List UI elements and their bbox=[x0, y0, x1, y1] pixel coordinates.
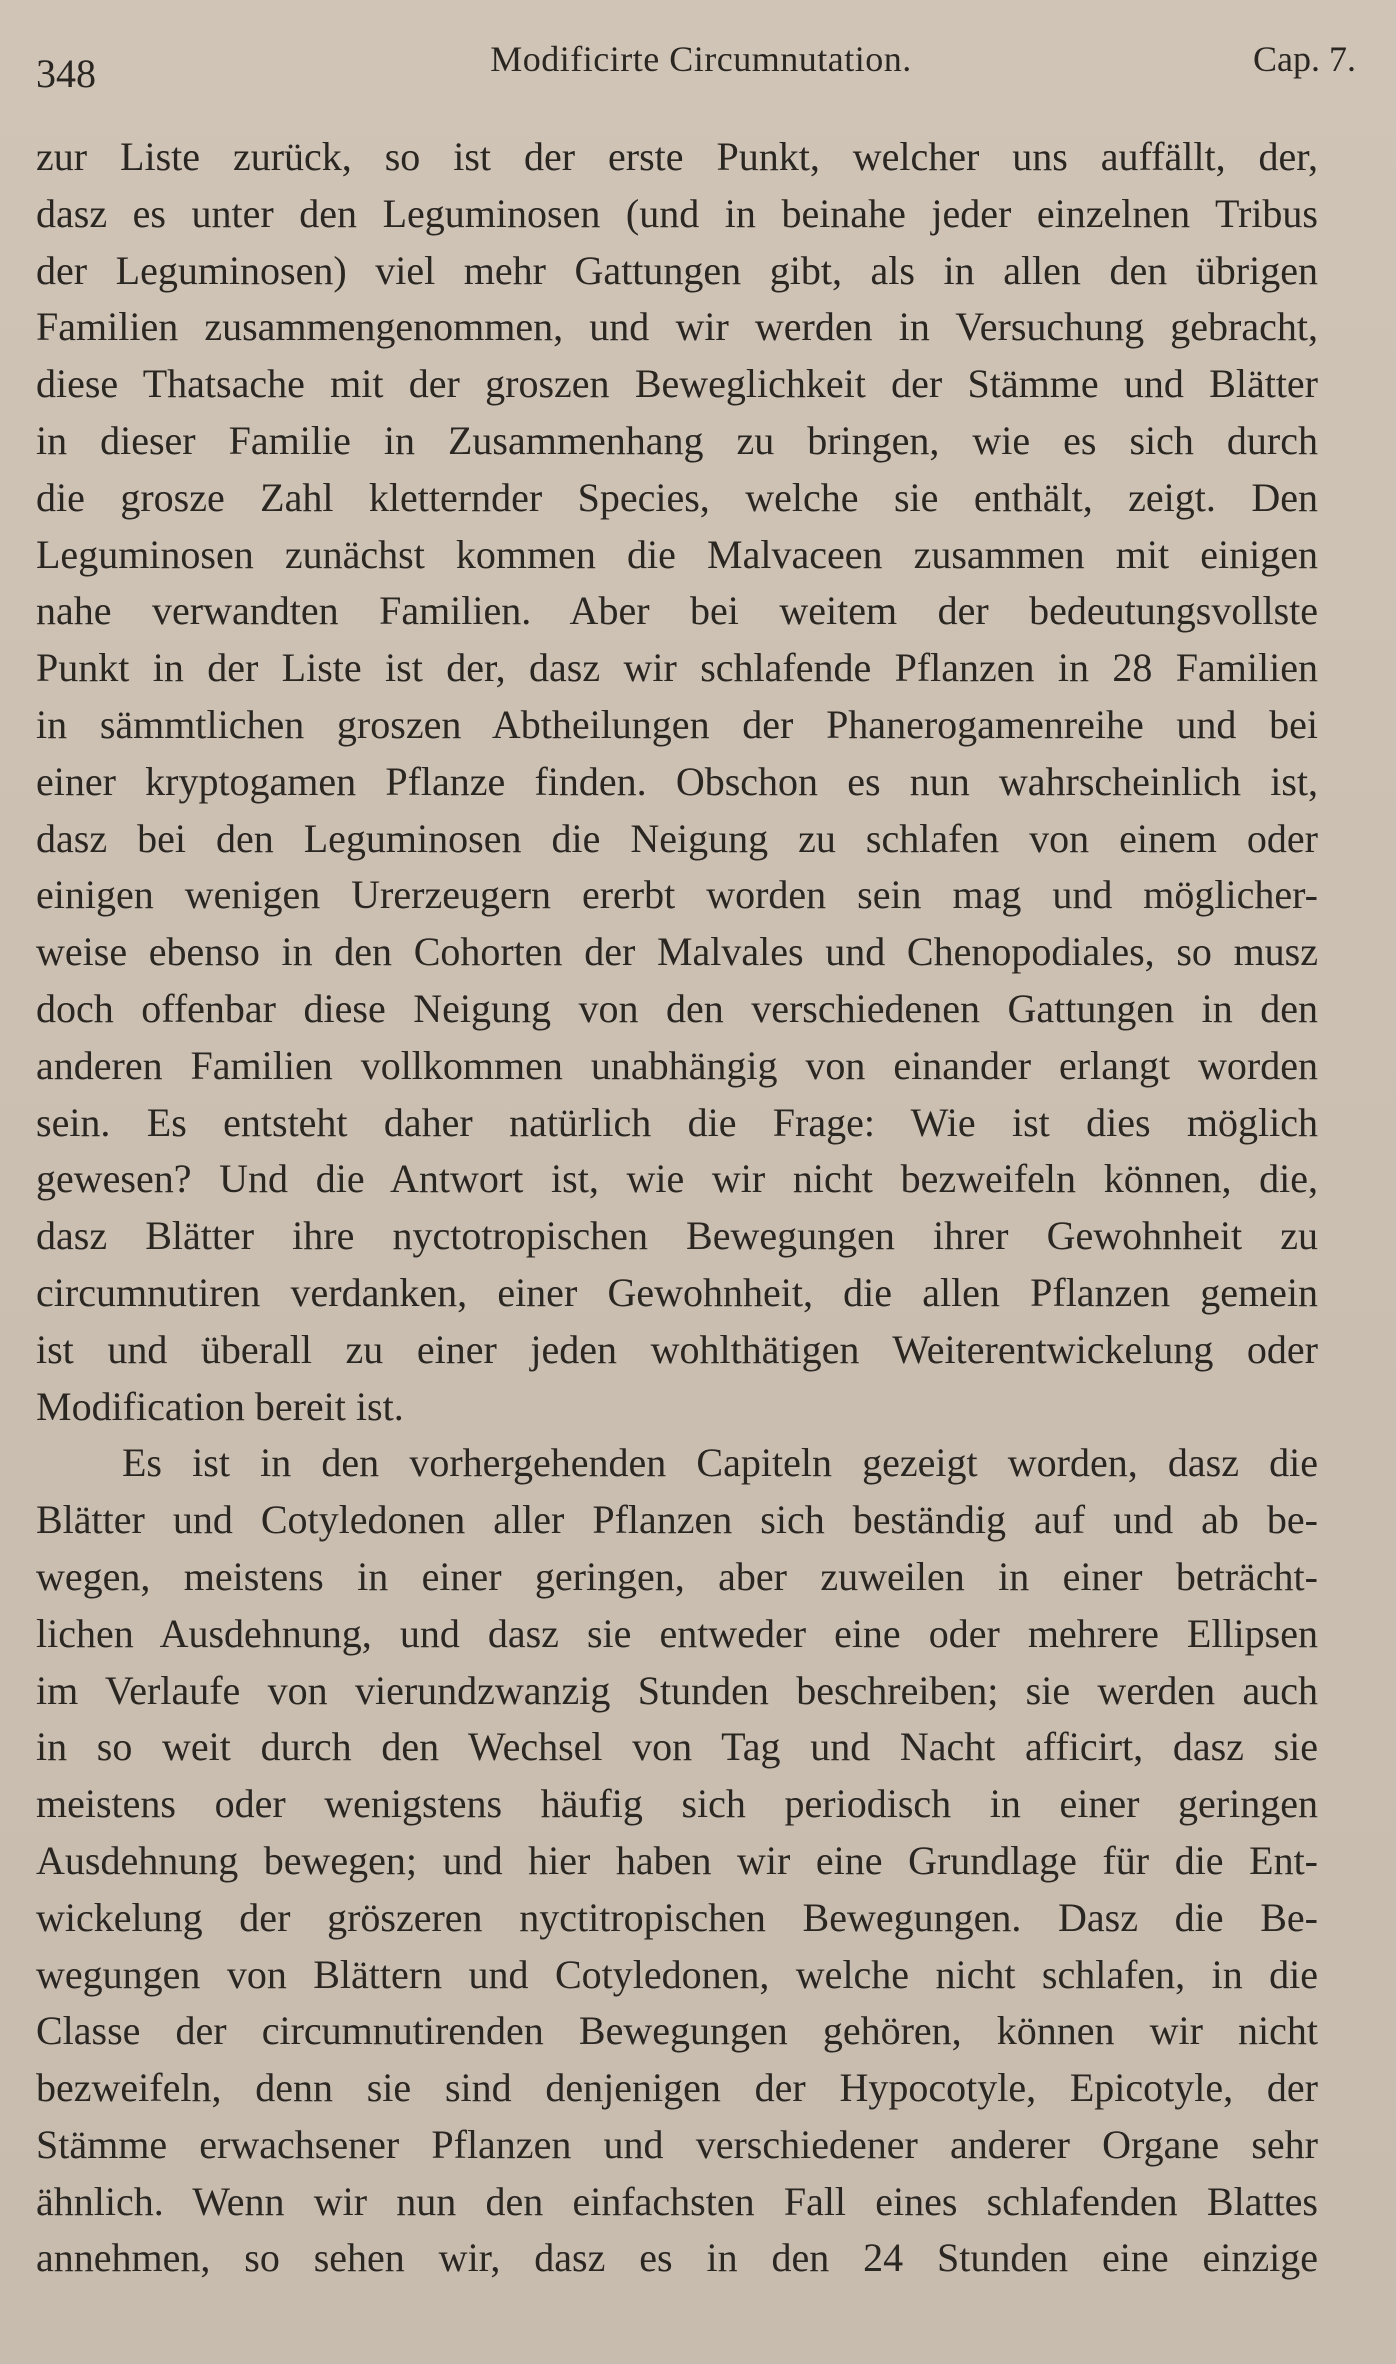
running-title: Modificirte Circumnutation. bbox=[490, 39, 912, 79]
text-line: nahe verwandten Familien. Aber bei weitem der bedeutungsvollste bbox=[36, 588, 1318, 634]
text-line: Es ist in den vorhergehenden Capiteln gezeigt worden, dasz die bbox=[122, 1440, 1318, 1486]
running-head bbox=[36, 38, 1366, 98]
text-line: anderen Familien vollkommen unabhängig von einander erlangt worden bbox=[36, 1042, 1318, 1088]
text-line: Ausdehnung bewegen; und hier haben wir eine Grundlage für die Ent- bbox=[36, 1837, 1318, 1883]
text-line: wegungen von Blättern und Cotyledonen, welche nicht schlafen, in die bbox=[36, 1951, 1318, 1997]
text-line: wegen, meistens in einer geringen, aber zuweilen in einer beträcht- bbox=[36, 1553, 1318, 1599]
text-line: Modification bereit ist. bbox=[36, 1383, 404, 1429]
text-line: einigen wenigen Urerzeugern ererbt worden sein mag und möglicher- bbox=[36, 872, 1318, 918]
text-line: circumnutiren verdanken, einer Gewohnheit, die allen Pflanzen gemein bbox=[36, 1269, 1318, 1315]
text-line: der Leguminosen) viel mehr Gattungen gibt, als in allen den übrigen bbox=[36, 247, 1318, 293]
text-line: dasz es unter den Leguminosen (und in beinahe jeder einzelnen Tribus bbox=[36, 190, 1318, 236]
text-line: annehmen, so sehen wir, dasz es in den 24 Stunden eine einzige bbox=[36, 2235, 1318, 2281]
text-line: bezweifeln, denn sie sind denjenigen der Hypocotyle, Epicotyle, der bbox=[36, 2065, 1318, 2111]
chapter-label: Cap. 7. bbox=[1253, 39, 1356, 79]
text-line: Punkt in der Liste ist der, dasz wir schlafende Pflanzen in 28 Familien bbox=[36, 645, 1318, 691]
text-line: gewesen? Und die Antwort ist, wie wir nicht bezweifeln können, die, bbox=[36, 1156, 1318, 1202]
text-line: Familien zusammengenommen, und wir werden in Versuchung gebracht, bbox=[36, 304, 1318, 350]
text-line: einer kryptogamen Pflanze finden. Obschon es nun wahrscheinlich ist, bbox=[36, 758, 1318, 804]
page-number: 348 bbox=[36, 51, 96, 96]
text-line: die grosze Zahl kletternder Species, welche sie enthält, zeigt. Den bbox=[36, 474, 1318, 520]
text-line: Stämme erwachsener Pflanzen und verschiedener anderer Organe sehr bbox=[36, 2121, 1318, 2167]
text-line: Leguminosen zunächst kommen die Malvaceen zusammen mit einigen bbox=[36, 531, 1318, 577]
text-line: meistens oder wenigstens häufig sich periodisch in einer geringen bbox=[36, 1781, 1318, 1827]
text-line: weise ebenso in den Cohorten der Malvales und Chenopodiales, so musz bbox=[36, 929, 1318, 975]
text-line: doch offenbar diese Neigung von den verschiedenen Gattungen in den bbox=[36, 985, 1318, 1031]
text-line: sein. Es entsteht daher natürlich die Frage: Wie ist dies möglich bbox=[36, 1099, 1318, 1145]
text-line: wickelung der gröszeren nyctitropischen Bewegungen. Dasz die Be- bbox=[36, 1894, 1318, 1940]
text-line: zur Liste zurück, so ist der erste Punkt, welcher uns auffällt, der, bbox=[36, 134, 1318, 179]
text-line: in so weit durch den Wechsel von Tag und Nacht afficirt, dasz sie bbox=[36, 1724, 1318, 1770]
paragraph-2 bbox=[36, 1435, 1318, 2287]
text-line: Blätter und Cotyledonen aller Pflanzen sich beständig auf und ab be- bbox=[36, 1497, 1318, 1543]
paragraph-1 bbox=[36, 129, 1318, 1435]
text-line: Classe der circumnutirenden Bewegungen gehören, können wir nicht bbox=[36, 2008, 1318, 2054]
text-line: ist und überall zu einer jeden wohlthätigen Weiterentwickelung oder bbox=[36, 1326, 1318, 1372]
text-line: dasz bei den Leguminosen die Neigung zu schlafen von einem oder bbox=[36, 815, 1318, 861]
text-line: diese Thatsache mit der groszen Beweglichkeit der Stämme und Blätter bbox=[36, 361, 1318, 407]
text-line: im Verlaufe von vierundzwanzig Stunden beschreiben; sie werden auch bbox=[36, 1667, 1318, 1713]
text-line: ähnlich. Wenn wir nun den einfachsten Fall eines schlafenden Blattes bbox=[36, 2178, 1318, 2224]
text-line: dasz Blätter ihre nyctotropischen Bewegungen ihrer Gewohnheit zu bbox=[36, 1213, 1318, 1259]
text-line: in dieser Familie in Zusammenhang zu bringen, wie es sich durch bbox=[36, 417, 1318, 463]
body-text bbox=[36, 129, 1318, 2287]
text-line: lichen Ausdehnung, und dasz sie entweder eine oder mehrere Ellipsen bbox=[36, 1610, 1318, 1656]
text-line: in sämmtlichen groszen Abtheilungen der Phanerogamenreihe und bei bbox=[36, 701, 1318, 747]
